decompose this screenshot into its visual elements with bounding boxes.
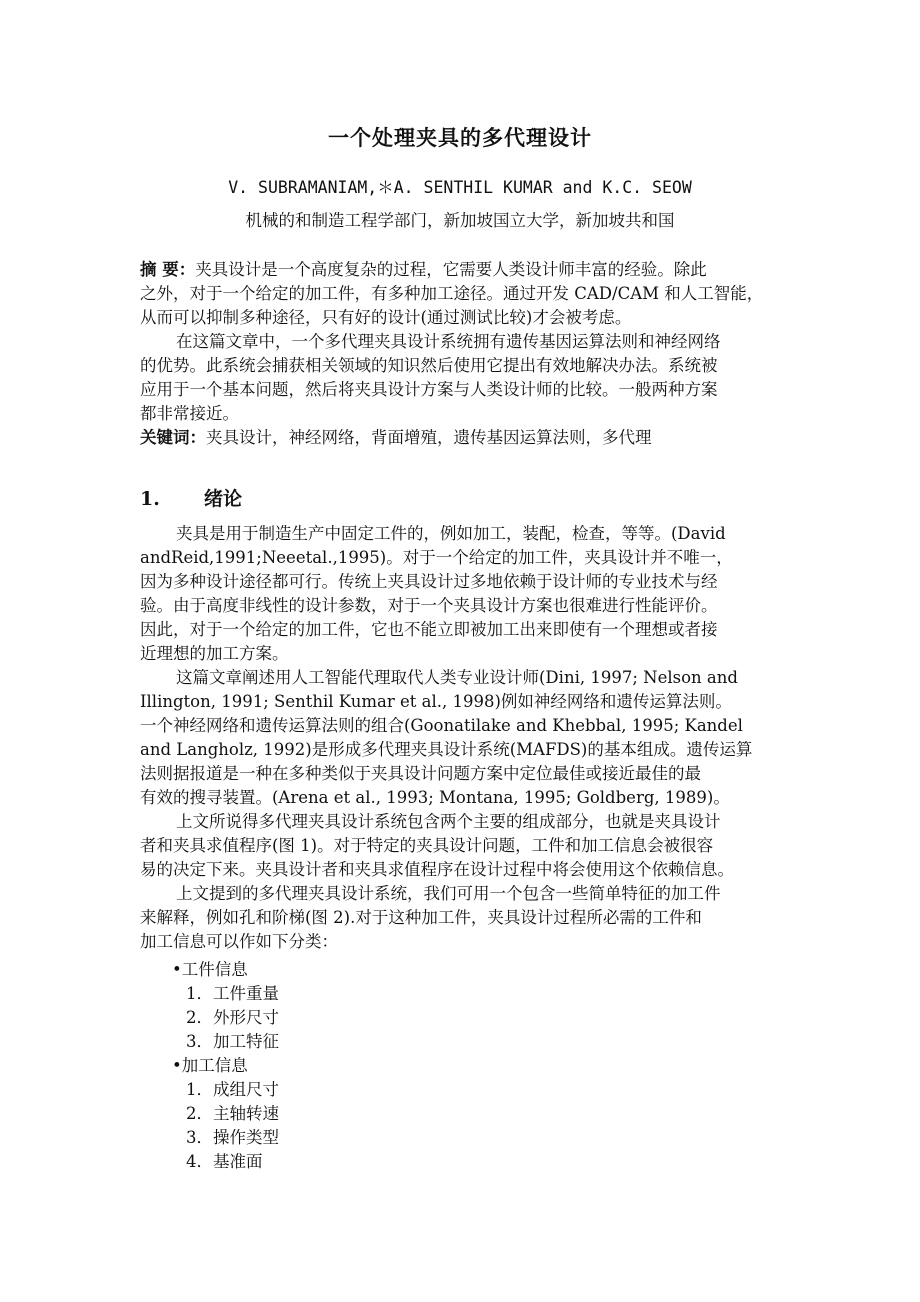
abstract-text: 夹具设计是一个高度复杂的过程，它需要人类设计师丰富的经验。除此 (195, 260, 707, 279)
abstract-line-5: 的优势。此系统会捕获相关领域的知识然后使用它提出有效地解决办法。系统被 (140, 356, 718, 375)
body-line: 上文所说得多代理夹具设计系统包含两个主要的组成部分，也就是夹具设计 (176, 812, 721, 831)
affiliation: 机械的和制造工程学部门，新加坡国立大学，新加坡共和国 (245, 211, 675, 230)
list-heading-machining: •加工信息 (172, 1056, 248, 1075)
authors: V. SUBRAMANIAM,＊A. SENTHIL KUMAR and K.C. SEOW (228, 178, 692, 197)
list-item: 4．基准面 (186, 1152, 263, 1171)
list-item: 1．成组尺寸 (186, 1080, 279, 1099)
body-line: 一个神经网络和遗传运算法则的组合(Goonatilake and Khebbal, 1995; Kandel (140, 716, 743, 735)
abstract-line-3: 从而可以抑制多种途径，只有好的设计(通过测试比较)才会被考虑。 (140, 308, 632, 327)
body-line: and Langholz, 1992)是形成多代理夹具设计系统(MAFDS)的基本组成。遗传运算 (140, 740, 753, 759)
abstract-label: 摘 要： (140, 260, 196, 279)
list-item: 3．加工特征 (186, 1032, 279, 1051)
body-line: 加工信息可以作如下分类： (140, 932, 338, 951)
body-line: 验。由于高度非线性的设计参数，对于一个夹具设计方案也很难进行性能评价。 (140, 596, 718, 615)
list-item: 1．工件重量 (186, 984, 279, 1003)
body-line: 近理想的加工方案。 (140, 644, 289, 663)
body-line: 这篇文章阐述用人工智能代理取代人类专业设计师(Dini, 1997; Nelson and (176, 668, 738, 687)
keywords-line (140, 426, 785, 450)
body-line: andReid,1991;Neeetal.,1995)。对于一个给定的加工件，夹具设计并不唯一， (140, 548, 733, 567)
body-line: 来解释，例如孔和阶梯(图 2).对于这种加工件，夹具设计过程所必需的工件和 (140, 908, 702, 927)
abstract-line-4: 在这篇文章中，一个多代理夹具设计系统拥有遗传基因运算法则和神经网络 (176, 332, 721, 351)
section-heading (140, 484, 242, 511)
body-line: 因此，对于一个给定的加工件，它也不能立即被加工出来即使有一个理想或者接 (140, 620, 718, 639)
body-line: 有效的搜寻装置。(Arena et al., 1993; Montana, 1995; Goldberg, 1989)。 (140, 788, 730, 807)
body-line: 夹具是用于制造生产中固定工件的，例如加工，装配，检查，等等。(David (176, 524, 726, 543)
abstract-line-2: 之外，对于一个给定的加工件，有多种加工途径。通过开发 CAD/CAM 和人工智能， (140, 284, 764, 303)
body-line: 易的决定下来。夹具设计者和夹具求值程序在设计过程中将会使用这个依赖信息。 (140, 860, 734, 879)
body-line: 因为多种设计途径都可行。传统上夹具设计过多地依赖于设计师的专业技术与经 (140, 572, 718, 591)
list-item: 2．主轴转速 (186, 1104, 279, 1123)
body-line: 者和夹具求值程序(图 1)。对于特定的夹具设计问题，工件和加工信息会被很容 (140, 836, 714, 855)
list-item: 3．操作类型 (186, 1128, 279, 1147)
list-heading-workpiece: •工件信息 (172, 960, 248, 979)
abstract-line-6: 应用于一个基本问题，然后将夹具设计方案与人类设计师的比较。一般两种方案 (140, 380, 718, 399)
body-line: 法则据报道是一种在多种类似于夹具设计问题方案中定位最佳或接近最佳的最 (140, 764, 701, 783)
section-title: 绪论 (204, 488, 243, 510)
paper-title: 一个处理夹具的多代理设计 (328, 125, 592, 150)
body-line: 上文提到的多代理夹具设计系统，我们可用一个包含一些简单特征的加工件 (176, 884, 721, 903)
body-line: Illington, 1991; Senthil Kumar et al., 1998)例如神经网络和遗传运算法则。 (140, 692, 732, 711)
keywords-label: 关键词： (140, 428, 206, 447)
keywords-text: 夹具设计，神经网络，背面增殖，遗传基因运算法则，多代理 (206, 428, 652, 447)
section-number: 1. (140, 488, 160, 510)
abstract-line-7: 都非常接近。 (140, 404, 239, 423)
abstract-line-1 (140, 258, 785, 282)
list-item: 2．外形尺寸 (186, 1008, 279, 1027)
